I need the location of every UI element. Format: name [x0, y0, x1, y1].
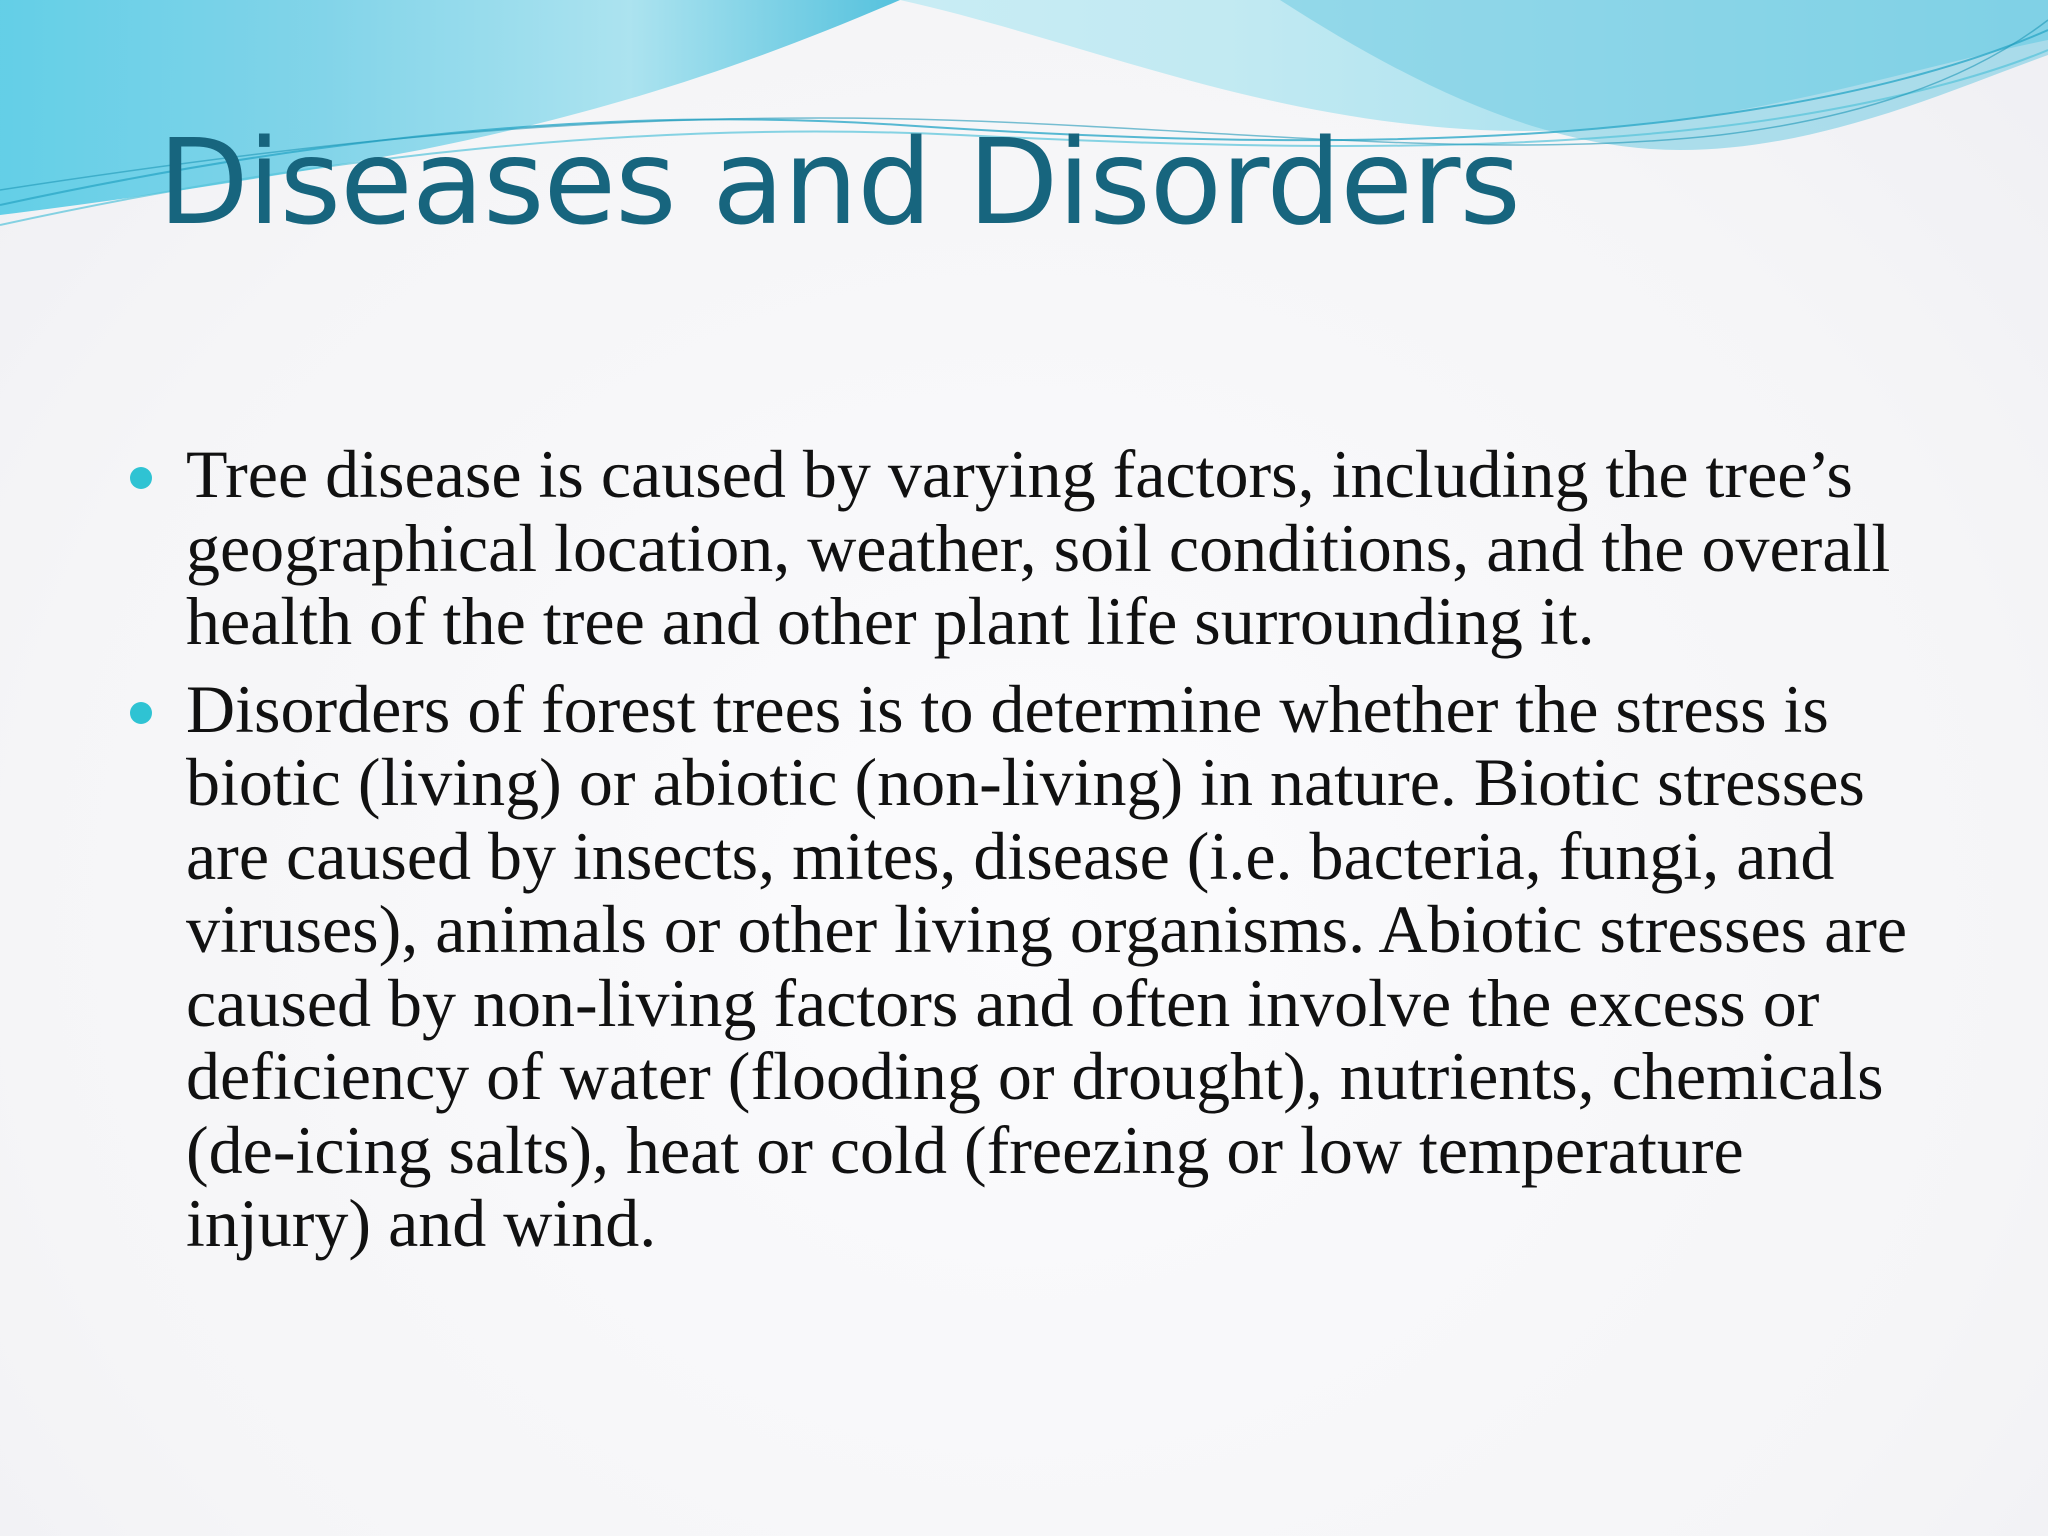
- bullet-dot-icon: [130, 702, 152, 724]
- bullet-item-tree-disease: [120, 438, 1940, 659]
- bullet-text: Disorders of forest trees is to determine whether the stress is biotic (living) or abiotic (non-living) in nature. Biotic stresses are caused by insects, mites, disease (i.e. bacteria, fungi, and viruses), animals or other living organisms. Abiotic stresses are caused by non-living factors and often involve the excess or deficiency of water (flooding or drought), nutrients, chemicals (de-icing salts), heat or cold (freezing or low temperature injury) and wind.: [186, 670, 1908, 1261]
- bullet-dot-icon: [130, 467, 152, 489]
- slide-title: Diseases and Disorders: [158, 113, 1520, 251]
- bullet-text: Tree disease is caused by varying factors, including the tree’s geographical location, weather, soil conditions, and the overall health of the tree and other plant life surrounding it.: [186, 436, 1891, 659]
- bullet-list: [120, 438, 1940, 1275]
- bullet-item-disorders: [120, 670, 1940, 1261]
